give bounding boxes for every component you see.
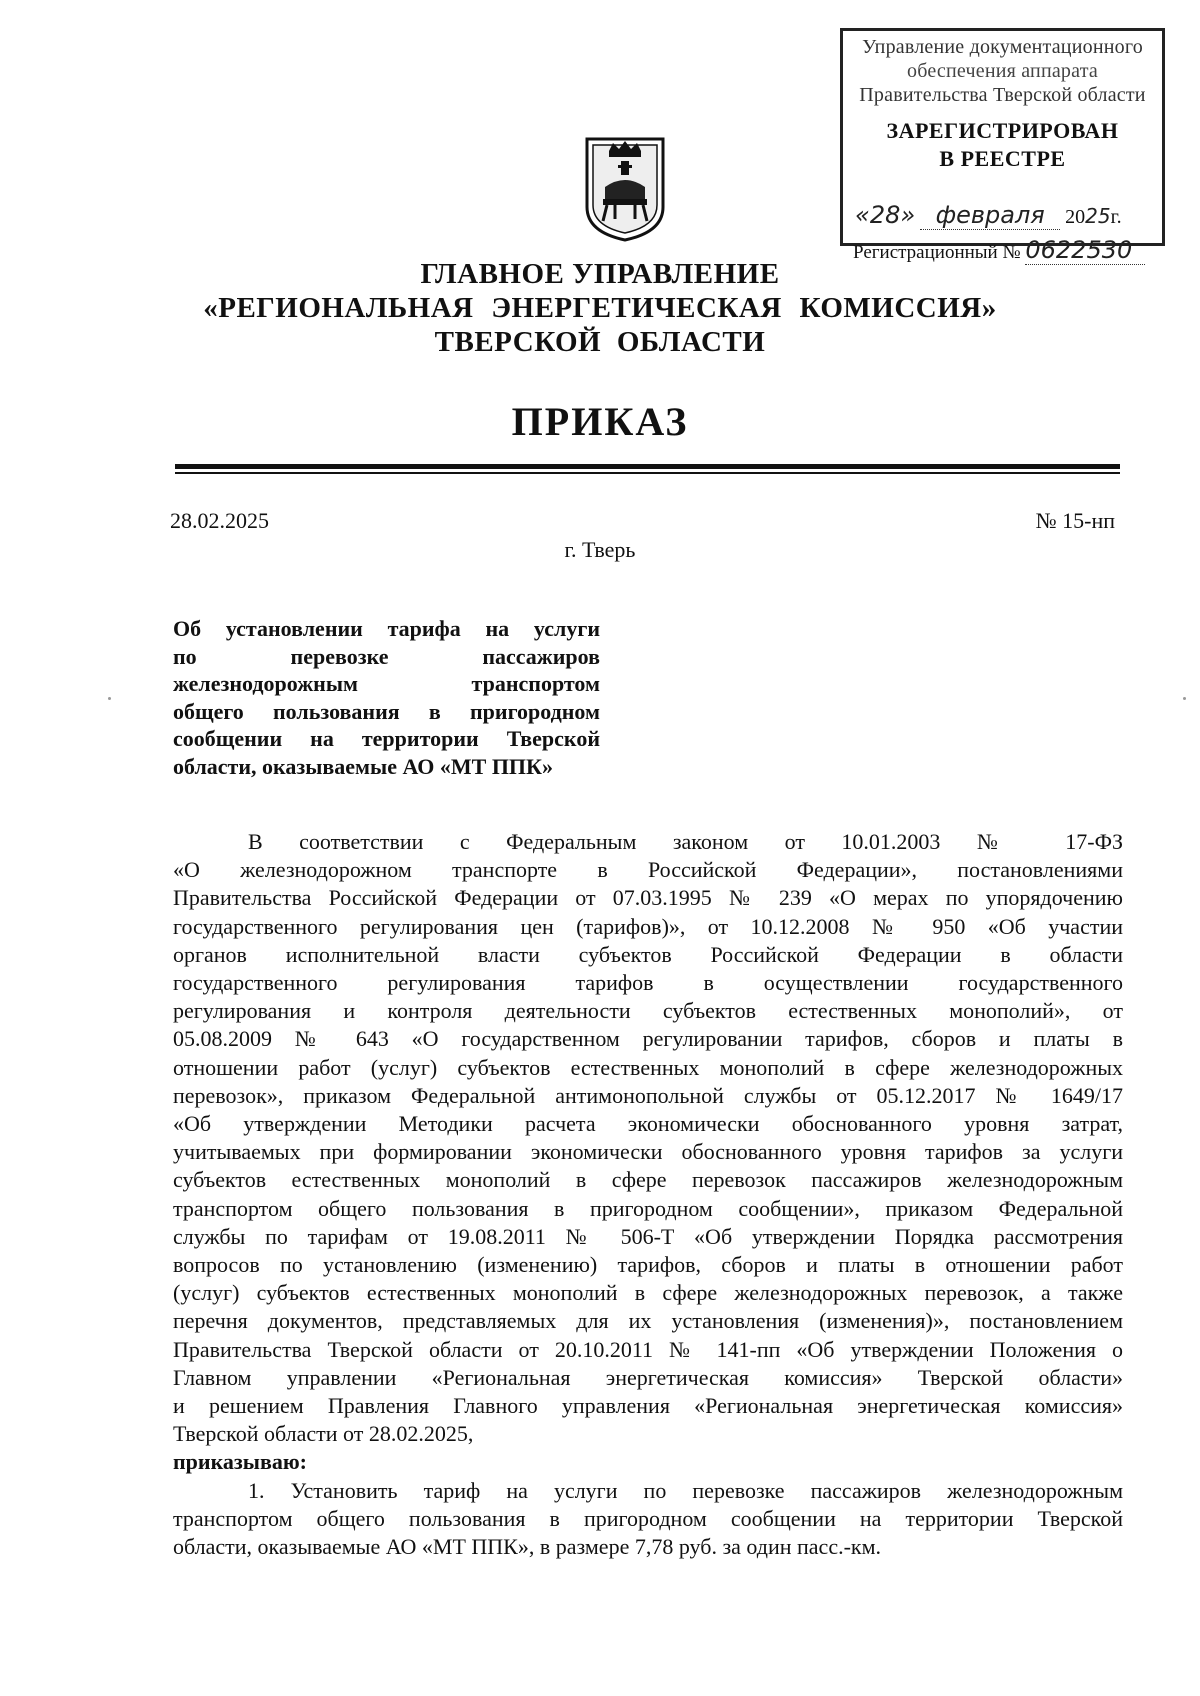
stamp-reg-value: 0622530 — [1025, 236, 1145, 265]
org-name-line2: «РЕГИОНАЛЬНАЯ ЭНЕРГЕТИЧЕСКАЯ КОМИССИЯ» — [203, 292, 997, 324]
preamble-line: Главном управлении «Региональная энергетическая комиссия» Тверской области» — [173, 1364, 1123, 1390]
preamble-line: государственного регулирования тарифов в осуществлении государственного — [173, 970, 1123, 996]
preamble-paragraph — [173, 828, 1123, 1448]
document-type: ПРИКАЗ — [511, 399, 689, 444]
stamp-reg-label: Регистрационный № — [853, 242, 1021, 263]
item-line: области, оказываемые АО «МТ ППК», в размере 7,78 руб. за один пасс.-км. — [173, 1534, 882, 1560]
preamble-line: субъектов естественных монополий в сфере перевозок пассажиров железнодорожным — [173, 1167, 1123, 1193]
title-line: области, оказываемые АО «МТ ППК» — [173, 753, 553, 779]
header-divider-thick — [175, 464, 1120, 469]
header-divider-thin — [175, 472, 1120, 474]
title-line: по перевозке пассажиров — [173, 643, 600, 669]
stamp-department-sub: обеспечения аппарата — [907, 60, 1098, 82]
document-number: № 15-нп — [1035, 508, 1115, 533]
document-date: 28.02.2025 — [170, 508, 269, 533]
preamble-line: учитываемых при формировании экономически обоснованного уровня тарифов за услуги — [173, 1139, 1123, 1165]
preamble-line: В соответствии с Федеральным законом от 10.01.2003 № 17-ФЗ — [248, 829, 1123, 854]
item-line: 1. Установить тариф на услуги по перевозке пассажиров железнодорожным — [248, 1477, 1123, 1503]
preamble-line: отношении работ (услуг) субъектов естественных монополий в сфере железнодорожных — [173, 1054, 1123, 1080]
stamp-government: Правительства Тверской области — [859, 84, 1146, 106]
preamble-line: службы по тарифам от 19.08.2011 № 506-Т «Об утверждении Порядка рассмотрения — [173, 1223, 1123, 1249]
preamble-line: «О железнодорожном транспорте в Российской Федерации», постановлениями — [173, 857, 1123, 883]
scan-speck — [1183, 697, 1186, 700]
preamble-line: перечня документов, представляемых для их установления (изменения)», постановлением — [173, 1308, 1123, 1334]
preamble-line: «Об утверждении Методики расчета экономически обоснованного уровня затрат, — [173, 1111, 1123, 1137]
org-name-line3: ТВЕРСКОЙ ОБЛАСТИ — [434, 326, 766, 358]
preamble-line: органов исполнительной власти субъектов Российской Федерации в области — [173, 941, 1123, 967]
document-city: г. Тверь — [564, 537, 636, 562]
title-line: железнодорожным транспортом — [173, 671, 600, 696]
preamble-line: государственного регулирования цен (тарифов)», от 10.12.2008 № 950 «Об участии — [173, 913, 1123, 939]
stamp-registered: ЗАРЕГИСТРИРОВАН — [886, 118, 1119, 143]
order-item-1 — [173, 1477, 1123, 1562]
stamp-date — [855, 201, 1155, 231]
preamble-line: регулирования и контроля деятельности субъектов естественных монополий», от — [173, 998, 1123, 1024]
title-line: общего пользования в пригородном — [173, 698, 600, 724]
registration-stamp — [840, 28, 1165, 264]
stamp-department: Управление документационного — [862, 36, 1143, 58]
scan-speck — [108, 697, 111, 700]
preamble-line: (услуг) субъектов естественных монополий в сфере железнодорожных перевозок, а также — [173, 1280, 1123, 1306]
preamble-line: 05.08.2009 № 643 «О государственном регулировании тарифов, сборов и платы в — [173, 1026, 1123, 1052]
stamp-date-day: «28» — [855, 201, 916, 229]
preamble-line: транспортом общего пользования в пригородном сообщении», приказом Федеральной — [173, 1195, 1123, 1221]
preamble-line: вопросов по установлению (изменению) тарифов, сборов и платы в отношении работ — [173, 1252, 1123, 1278]
document-body — [173, 828, 1123, 1561]
preamble-line: Правительства Российской Федерации от 07.03.1995 № 239 «О мерах по упорядочению — [173, 885, 1123, 911]
item-line: транспортом общего пользования в пригородном сообщении на территории Тверской — [173, 1505, 1123, 1531]
stamp-in-registry: В РЕЕСТРЕ — [939, 146, 1066, 171]
stamp-date-month: февраля — [920, 201, 1060, 230]
stamp-date-year-suffix: 25 — [1085, 204, 1111, 228]
title-line: сообщении на территории Тверской — [173, 726, 600, 751]
preamble-line: Тверской области от 28.02.2025, — [173, 1421, 474, 1447]
stamp-date-year-unit: г. — [1110, 206, 1122, 228]
order-word: приказываю: — [173, 1449, 307, 1475]
preamble-line: Правительства Тверской области от 20.10.2011 № 141-пп «Об утверждении Положения о — [173, 1336, 1123, 1362]
title-line: Об установлении тарифа на услуги — [173, 616, 600, 641]
stamp-date-year-prefix: 20 — [1065, 206, 1086, 228]
document-title — [173, 615, 600, 780]
org-name-line1: ГЛАВНОЕ УПРАВЛЕНИЕ — [420, 258, 780, 290]
coat-of-arms-icon — [585, 137, 665, 242]
preamble-line: и решением Правления Главного управления «Региональная энергетическая комиссия» — [173, 1393, 1123, 1419]
preamble-line: перевозок», приказом Федеральной антимонопольной службы от 05.12.2017 № 1649/17 — [173, 1082, 1123, 1108]
